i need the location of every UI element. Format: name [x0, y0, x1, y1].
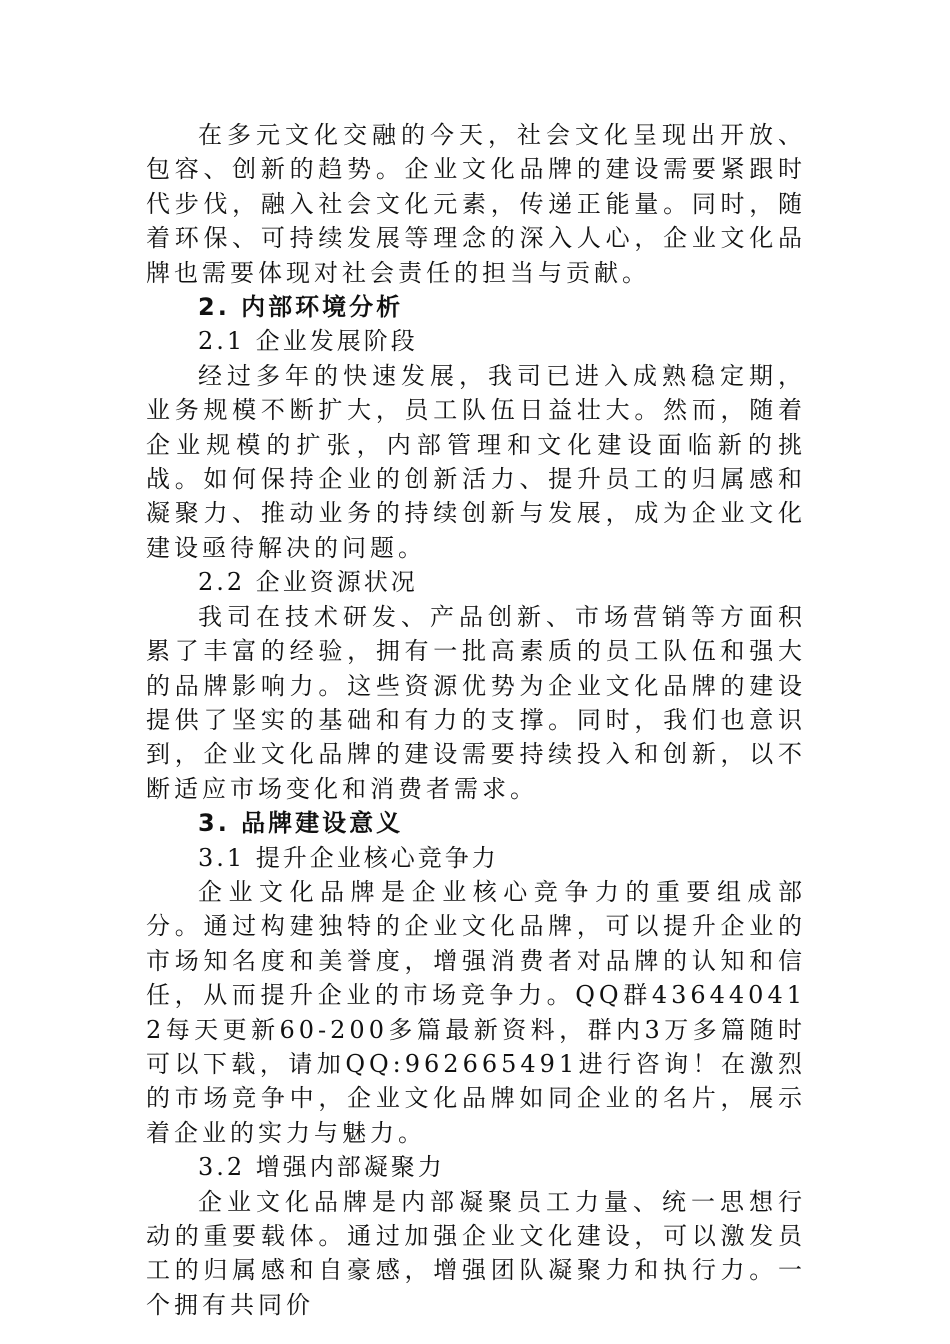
document-body [146, 118, 806, 1322]
subheading-internal-cohesion: 3.2 增强内部凝聚力 [198, 1153, 445, 1182]
paragraph-core-competitiveness: 企业文化品牌是企业核心竞争力的重要组成部分。通过构建独特的企业文化品牌，可以提升企业的市场知名度和美誉度，增强消费者对品牌的认知和信任，从而提升企业的市场竞争力。QQ群436440412每天更新60-200多篇最新资料，群内3万多篇随时可以下载，请加QQ:962665491进行咨询！在激烈的市场竞争中，企业文化品牌如同企业的名片，展示着企业的实力与魅力。 [146, 877, 806, 1147]
paragraph-internal-cohesion: 企业文化品牌是内部凝聚员工力量、统一思想行动的重要载体。通过加强企业文化建设，可以激发员工的归属感和自豪感，增强团队凝聚力和执行力。一个拥有共同价 [146, 1187, 806, 1319]
paragraph-development-stage: 经过多年的快速发展，我司已进入成熟稳定期，业务规模不断扩大，员工队伍日益壮大。然而，随着企业规模的扩张，内部管理和文化建设面临新的挑战。如何保持企业的创新活力、提升员工的归属感和凝聚力、推动业务的持续创新与发展，成为企业文化建设亟待解决的问题。 [146, 361, 806, 562]
subheading-resources: 2.2 企业资源状况 [198, 568, 418, 597]
paragraph-social-culture: 在多元文化交融的今天，社会文化呈现出开放、包容、创新的趋势。企业文化品牌的建设需要紧跟时代步伐，融入社会文化元素，传递正能量。同时，随着环保、可持续发展等理念的深入人心，企业文化品牌也需要体现对社会责任的担当与贡献。 [146, 121, 806, 287]
subheading-core-competitiveness: 3.1 提升企业核心竞争力 [198, 843, 499, 872]
section-heading-internal-environment: 2. 内部环境分析 [198, 293, 404, 322]
section-heading-brand-significance: 3. 品牌建设意义 [198, 809, 404, 838]
subheading-development-stage: 2.1 企业发展阶段 [198, 327, 418, 356]
paragraph-resources: 我司在技术研发、产品创新、市场营销等方面积累了丰富的经验，拥有一批高素质的员工队伍和强大的品牌影响力。这些资源优势为企业文化品牌的建设提供了坚实的基础和有力的支撑。同时，我们也意识到，企业文化品牌的建设需要持续投入和创新，以不断适应市场变化和消费者需求。 [146, 602, 806, 803]
